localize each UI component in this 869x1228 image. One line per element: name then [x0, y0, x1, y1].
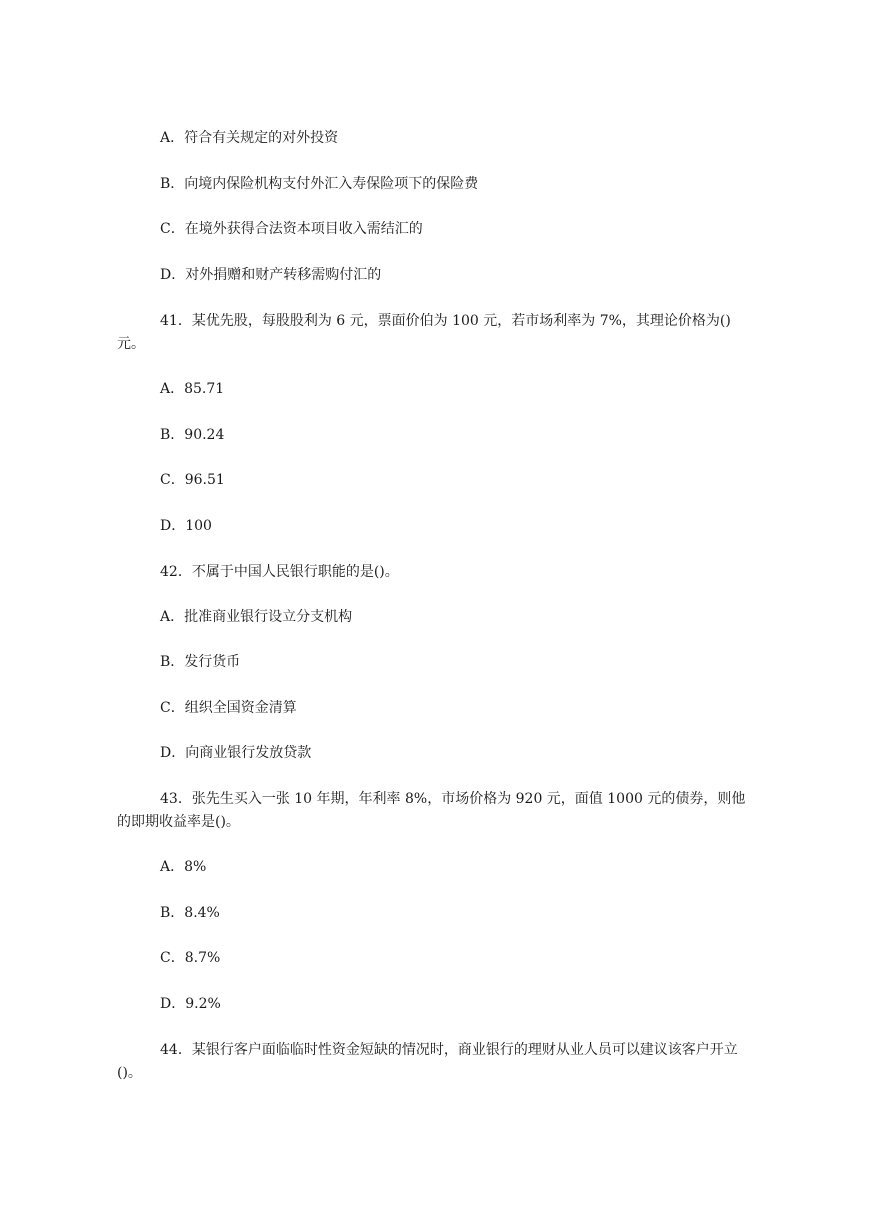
q43-option-a: A．8% — [160, 859, 207, 875]
q43-option-d: D．9.2% — [160, 996, 221, 1012]
q42-option-c: C．组织全国资金清算 — [160, 700, 297, 716]
q42-option-a: A．批准商业银行设立分支机构 — [160, 609, 353, 625]
q43-option-c: C．8.7% — [160, 950, 221, 966]
option-c: C．在境外获得合法资本项目收入需结汇的 — [160, 221, 423, 237]
q43-option-b: B．8.4% — [160, 905, 220, 921]
q41-option-a: A．85.71 — [160, 381, 225, 397]
question-43-text: 43．张先生买入一张 10 年期，年利率 8%，市场价格为 920 元，面值 1000 元的债券，则他的即期收益率是()。 — [117, 791, 746, 830]
q41-option-c: C．96.51 — [160, 472, 225, 488]
q41-option-b: B．90.24 — [160, 427, 225, 443]
question-44 — [117, 1039, 757, 1085]
question-42-text: 42．不属于中国人民银行职能的是()。 — [160, 564, 399, 580]
question-42 — [117, 561, 757, 584]
q42-option-d: D．向商业银行发放贷款 — [160, 745, 312, 761]
q41-option-d: D．100 — [160, 518, 212, 534]
q42-option-b: B．发行货币 — [160, 654, 241, 670]
option-a: A．符合有关规定的对外投资 — [160, 130, 339, 146]
question-41-text: 41．某优先股，每股股利为 6 元，票面价伯为 100 元，若市场利率为 7%，其理论价格为()元。 — [117, 313, 731, 352]
question-43 — [117, 788, 757, 834]
question-41 — [117, 310, 757, 356]
question-44-text: 44．某银行客户面临临时性资金短缺的情况时，商业银行的理财从业人员可以建议该客户开立()。 — [117, 1042, 738, 1081]
option-b: B．向境内保险机构支付外汇入寿保险项下的保险费 — [160, 176, 479, 192]
option-d: D．对外捐赠和财产转移需购付汇的 — [160, 267, 382, 283]
